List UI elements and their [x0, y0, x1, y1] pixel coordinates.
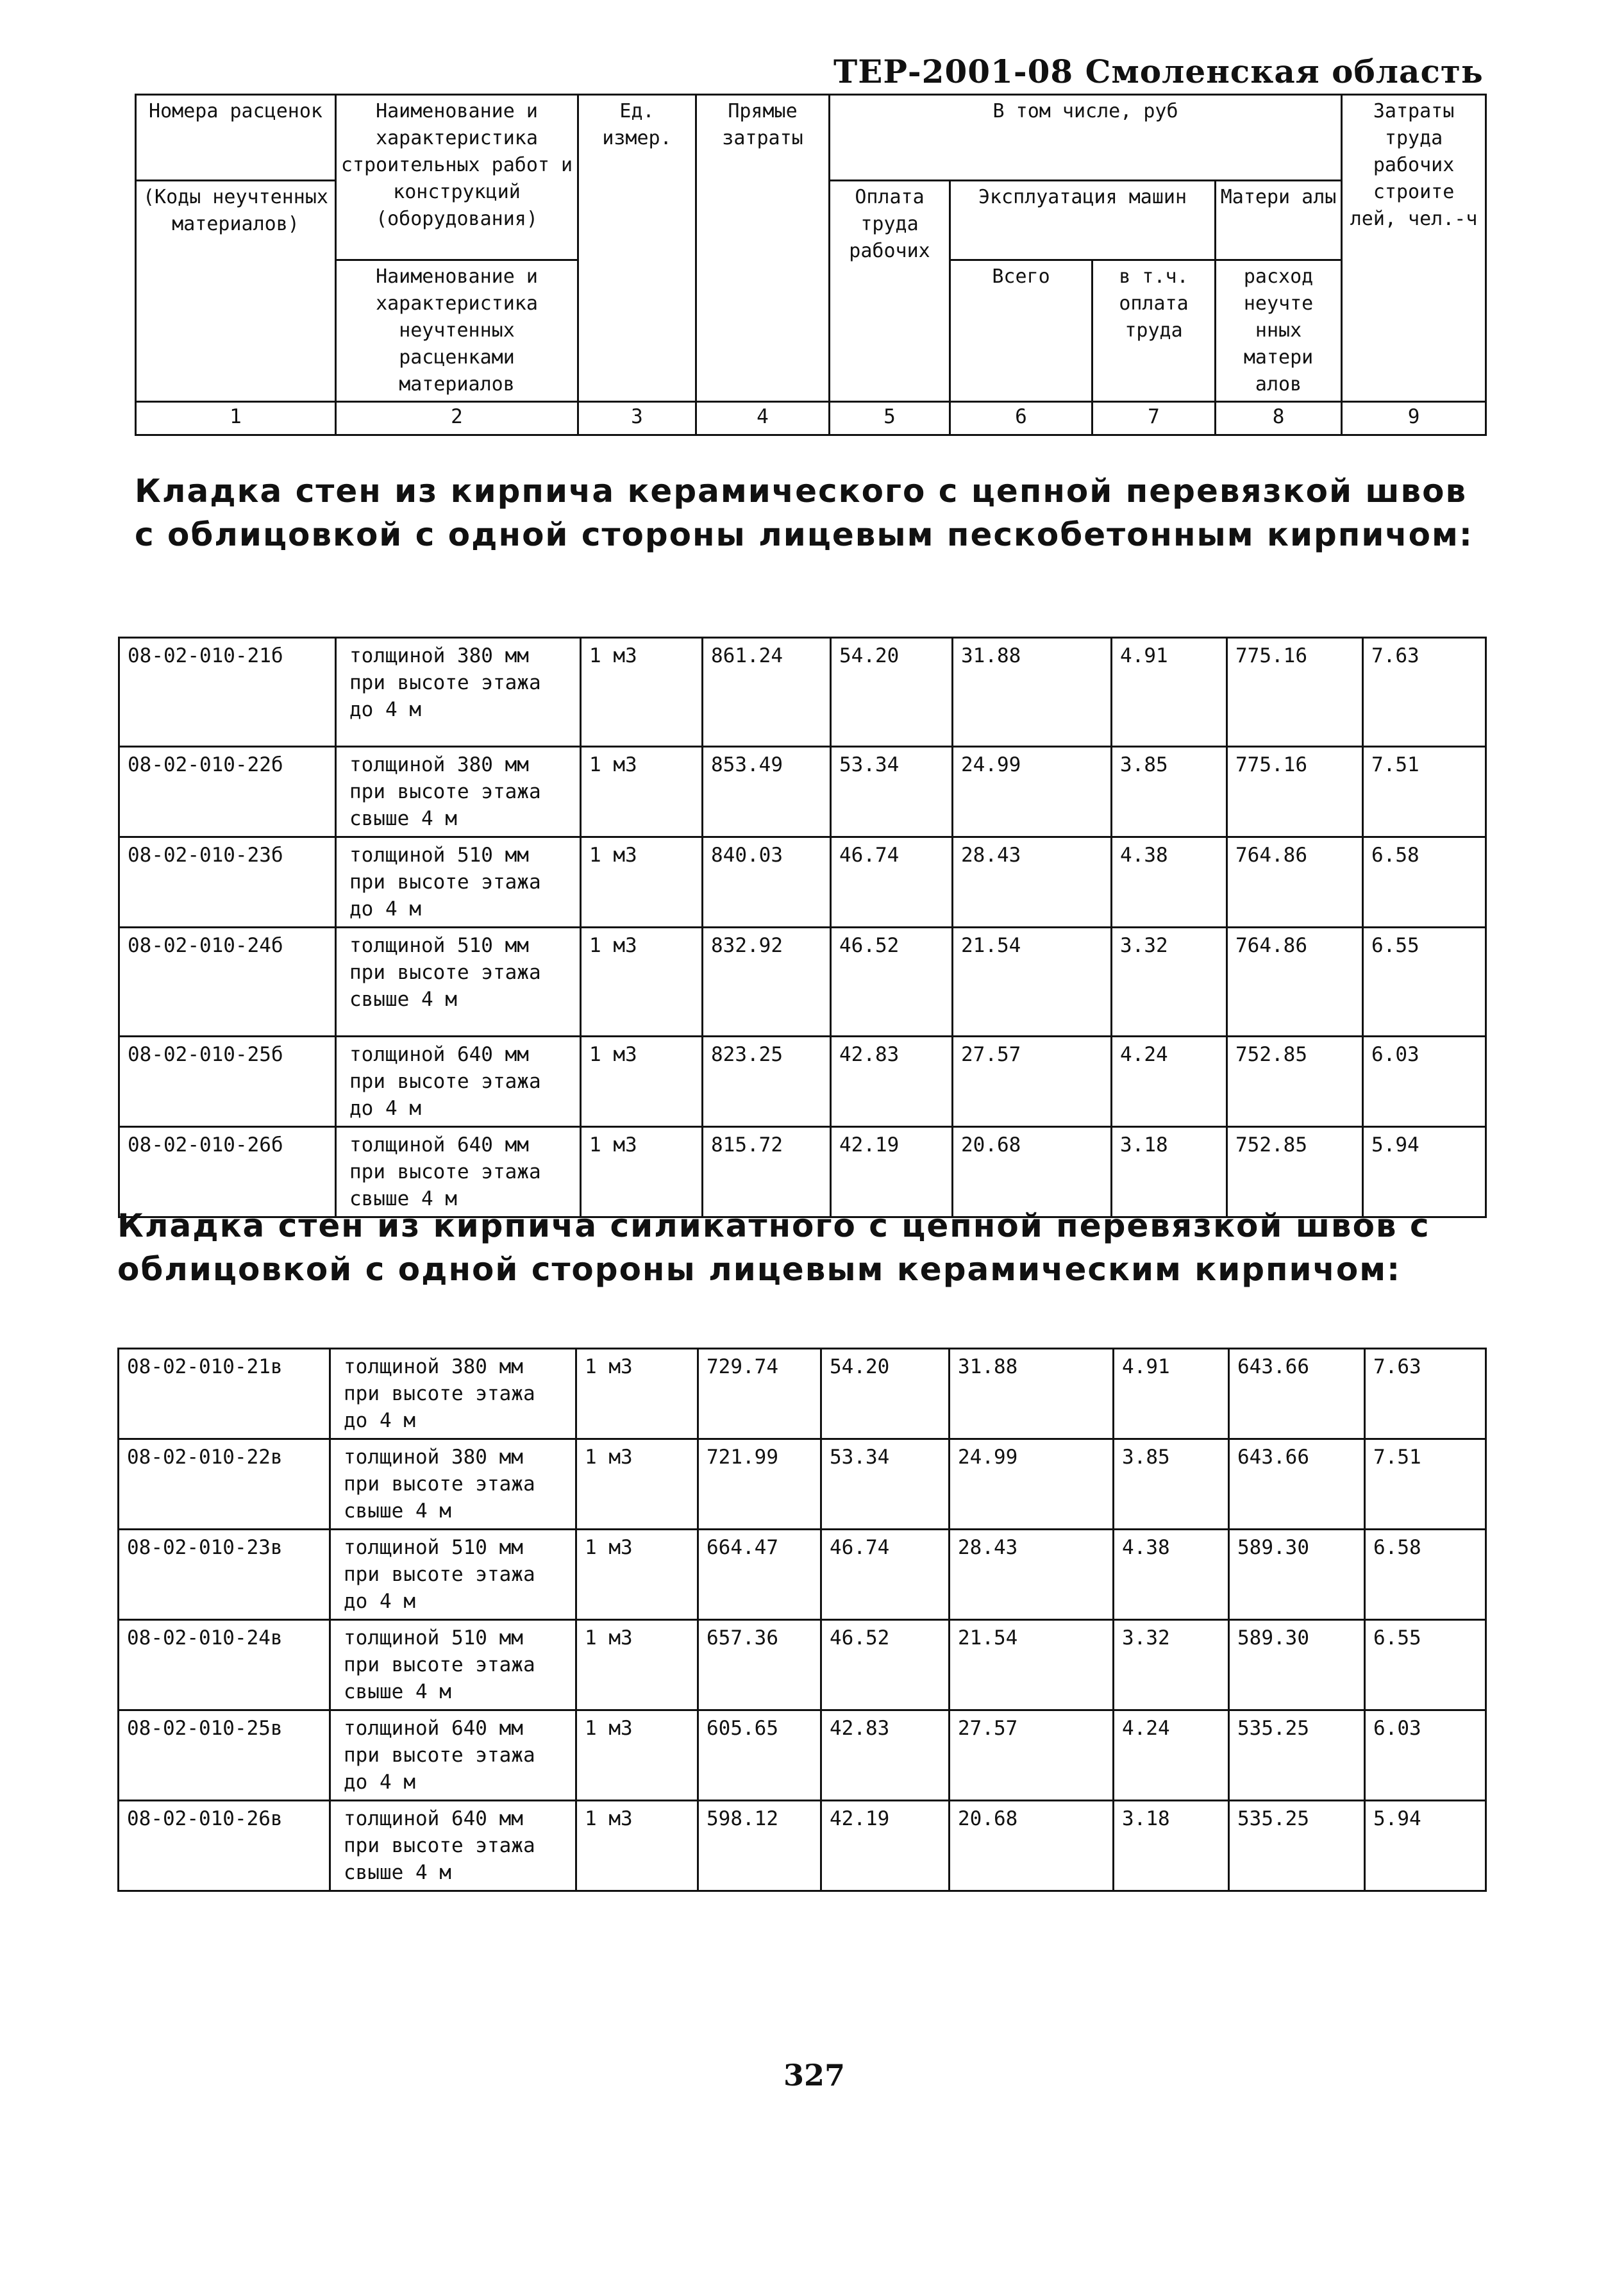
work-description: толщиной 380 мм при высоте этажа до 4 м [336, 638, 581, 747]
labor-pay: 46.74 [831, 837, 953, 928]
labor-hours: 6.55 [1363, 928, 1486, 1037]
rate-code: 08-02-010-24б [119, 928, 336, 1037]
machines-labor: 3.18 [1112, 1127, 1227, 1217]
unit: 1 м3 [576, 1710, 698, 1801]
header-including-rub: В том числе, руб [830, 95, 1342, 181]
work-description: толщиной 380 мм при высоте этажа до 4 м [330, 1349, 576, 1439]
document-title: ТЕР-2001-08 Смоленская область [833, 53, 1484, 90]
materials-cost: 775.16 [1227, 638, 1363, 747]
direct-costs: 823.25 [703, 1037, 831, 1127]
machines-total: 21.54 [950, 1620, 1114, 1710]
direct-costs: 605.65 [698, 1710, 821, 1801]
direct-costs: 664.47 [698, 1530, 821, 1620]
machines-total: 27.57 [953, 1037, 1112, 1127]
labor-pay: 53.34 [831, 747, 953, 837]
materials-cost: 752.85 [1227, 1037, 1363, 1127]
table-row [119, 1530, 1486, 1620]
machines-total: 28.43 [953, 837, 1112, 928]
materials-cost: 589.30 [1229, 1620, 1365, 1710]
unit: 1 м3 [576, 1801, 698, 1891]
column-number: 3 [578, 402, 696, 435]
labor-hours: 6.03 [1365, 1710, 1486, 1801]
rate-code: 08-02-010-23б [119, 837, 336, 928]
machines-total: 24.99 [950, 1439, 1114, 1530]
machines-labor: 3.32 [1112, 928, 1227, 1037]
table-row [119, 747, 1486, 837]
table-row [119, 1037, 1486, 1127]
materials-cost: 643.66 [1229, 1439, 1365, 1530]
rate-code: 08-02-010-25в [119, 1710, 330, 1801]
header-work-name: Наименование и характеристика строительных работ и конструкций (оборудования) [336, 95, 578, 260]
column-number: 7 [1092, 402, 1216, 435]
column-header-table [135, 94, 1487, 436]
rate-code: 08-02-010-26в [119, 1801, 330, 1891]
work-description: толщиной 380 мм при высоте этажа свыше 4 м [330, 1439, 576, 1530]
machines-total: 20.68 [950, 1801, 1114, 1891]
machines-total: 27.57 [950, 1710, 1114, 1801]
direct-costs: 721.99 [698, 1439, 821, 1530]
table-row [119, 1710, 1486, 1801]
labor-pay: 54.20 [821, 1349, 950, 1439]
unit: 1 м3 [576, 1620, 698, 1710]
machines-total: 21.54 [953, 928, 1112, 1037]
direct-costs: 598.12 [698, 1801, 821, 1891]
header-unaccounted-materials-name: Наименование и характеристика неучтенных расценками материалов [336, 260, 578, 402]
rates-table-silicate [117, 1348, 1487, 1892]
labor-hours: 6.58 [1365, 1530, 1486, 1620]
machines-labor: 4.91 [1114, 1349, 1229, 1439]
rate-code: 08-02-010-23в [119, 1530, 330, 1620]
labor-hours: 6.58 [1363, 837, 1486, 928]
direct-costs: 729.74 [698, 1349, 821, 1439]
labor-pay: 42.19 [821, 1801, 950, 1891]
direct-costs: 861.24 [703, 638, 831, 747]
header-materials: Матери алы [1216, 181, 1342, 260]
machines-labor: 4.24 [1114, 1710, 1229, 1801]
materials-cost: 775.16 [1227, 747, 1363, 837]
labor-hours: 6.03 [1363, 1037, 1486, 1127]
labor-hours: 7.63 [1363, 638, 1486, 747]
column-number: 8 [1216, 402, 1342, 435]
labor-pay: 42.83 [831, 1037, 953, 1127]
rate-code: 08-02-010-25б [119, 1037, 336, 1127]
machines-labor: 4.91 [1112, 638, 1227, 747]
unit: 1 м3 [581, 837, 703, 928]
work-description: толщиной 510 мм при высоте этажа свыше 4 м [330, 1620, 576, 1710]
direct-costs: 853.49 [703, 747, 831, 837]
header-unit: Ед. измер. [578, 95, 696, 402]
column-number: 2 [336, 402, 578, 435]
labor-hours: 7.51 [1363, 747, 1486, 837]
table-row [119, 928, 1486, 1037]
materials-cost: 752.85 [1227, 1127, 1363, 1217]
direct-costs: 815.72 [703, 1127, 831, 1217]
rate-code: 08-02-010-21в [119, 1349, 330, 1439]
machines-labor: 3.18 [1114, 1801, 1229, 1891]
labor-hours: 7.63 [1365, 1349, 1486, 1439]
labor-hours: 7.51 [1365, 1439, 1486, 1530]
materials-cost: 535.25 [1229, 1801, 1365, 1891]
labor-pay: 46.52 [821, 1620, 950, 1710]
machines-total: 31.88 [953, 638, 1112, 747]
machines-labor: 3.32 [1114, 1620, 1229, 1710]
header-machine-operation: Эксплуатация машин [950, 181, 1216, 260]
column-number: 6 [950, 402, 1092, 435]
page-number: 327 [783, 2058, 846, 2092]
column-number: 5 [830, 402, 950, 435]
section-title: Кладка стен из кирпича силикатного с цепной перевязкой швов с облицовкой с одной стороны лицевым керамическим кирпичом: [117, 1207, 1430, 1288]
machines-labor: 3.85 [1114, 1439, 1229, 1530]
machines-labor: 4.24 [1112, 1037, 1227, 1127]
labor-pay: 42.19 [831, 1127, 953, 1217]
unit: 1 м3 [581, 1127, 703, 1217]
labor-hours: 5.94 [1363, 1127, 1486, 1217]
rate-code: 08-02-010-22б [119, 747, 336, 837]
labor-hours: 5.94 [1365, 1801, 1486, 1891]
work-description: толщиной 640 мм при высоте этажа свыше 4 м [330, 1801, 576, 1891]
labor-pay: 42.83 [821, 1710, 950, 1801]
header-direct-costs: Прямые затраты [696, 95, 830, 402]
column-number: 4 [696, 402, 830, 435]
table-row [119, 1801, 1486, 1891]
work-description: толщиной 640 мм при высоте этажа свыше 4 м [336, 1127, 581, 1217]
table-row [119, 1349, 1486, 1439]
work-description: толщиной 640 мм при высоте этажа до 4 м [336, 1037, 581, 1127]
machines-total: 20.68 [953, 1127, 1112, 1217]
header-machines-labor: в т.ч. оплата труда [1092, 260, 1216, 402]
unit: 1 м3 [581, 747, 703, 837]
labor-pay: 46.52 [831, 928, 953, 1037]
machines-total: 31.88 [950, 1349, 1114, 1439]
unit: 1 м3 [576, 1349, 698, 1439]
column-number: 1 [136, 402, 336, 435]
table-row [119, 837, 1486, 928]
machines-labor: 3.85 [1112, 747, 1227, 837]
rate-code: 08-02-010-21б [119, 638, 336, 747]
materials-cost: 764.86 [1227, 837, 1363, 928]
table-row [119, 638, 1486, 747]
rate-code: 08-02-010-22в [119, 1439, 330, 1530]
machines-total: 28.43 [950, 1530, 1114, 1620]
work-description: толщиной 510 мм при высоте этажа до 4 м [336, 837, 581, 928]
rate-code: 08-02-010-26б [119, 1127, 336, 1217]
labor-pay: 46.74 [821, 1530, 950, 1620]
header-material-codes: (Коды неучтенных материалов) [136, 181, 336, 402]
unit: 1 м3 [581, 1037, 703, 1127]
labor-pay: 53.34 [821, 1439, 950, 1530]
header-unaccounted-materials-usage: расход неучте нных матери алов [1216, 260, 1342, 402]
machines-labor: 4.38 [1114, 1530, 1229, 1620]
unit: 1 м3 [581, 928, 703, 1037]
table-row [119, 1620, 1486, 1710]
materials-cost: 535.25 [1229, 1710, 1365, 1801]
table-row [119, 1439, 1486, 1530]
direct-costs: 657.36 [698, 1620, 821, 1710]
work-description: толщиной 380 мм при высоте этажа свыше 4 м [336, 747, 581, 837]
materials-cost: 764.86 [1227, 928, 1363, 1037]
machines-labor: 4.38 [1112, 837, 1227, 928]
column-number: 9 [1342, 402, 1486, 435]
machines-total: 24.99 [953, 747, 1112, 837]
work-description: толщиной 510 мм при высоте этажа свыше 4 м [336, 928, 581, 1037]
labor-pay: 54.20 [831, 638, 953, 747]
header-rate-numbers: Номера расценок [136, 95, 336, 181]
work-description: толщиной 640 мм при высоте этажа до 4 м [330, 1710, 576, 1801]
rates-table-ceramic [118, 637, 1487, 1218]
labor-hours: 6.55 [1365, 1620, 1486, 1710]
materials-cost: 589.30 [1229, 1530, 1365, 1620]
section-title: Кладка стен из кирпича керамического с цепной перевязкой швов с облицовкой с одной стороны лицевым пескобетонным кирпичом: [135, 472, 1473, 553]
header-machines-total: Всего [950, 260, 1092, 402]
direct-costs: 840.03 [703, 837, 831, 928]
unit: 1 м3 [581, 638, 703, 747]
header-labor-hours: Затраты труда рабочих строите лей, чел.-ч [1342, 95, 1486, 402]
unit: 1 м3 [576, 1530, 698, 1620]
header-labor-pay: Оплата труда рабочих [830, 181, 950, 402]
unit: 1 м3 [576, 1439, 698, 1530]
work-description: толщиной 510 мм при высоте этажа до 4 м [330, 1530, 576, 1620]
direct-costs: 832.92 [703, 928, 831, 1037]
materials-cost: 643.66 [1229, 1349, 1365, 1439]
rate-code: 08-02-010-24в [119, 1620, 330, 1710]
